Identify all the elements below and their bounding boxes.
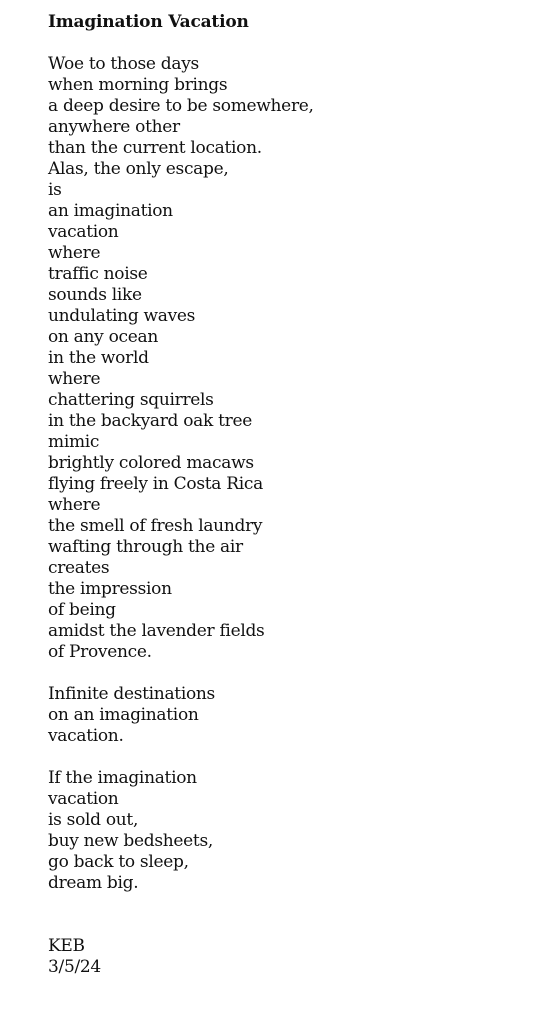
poem-line: If the imagination [48, 768, 197, 788]
poem-line: anywhere other [48, 117, 180, 137]
signature-block [48, 936, 538, 978]
poem-line: than the current location. [48, 138, 262, 158]
poem-line: buy new bedsheets, [48, 831, 213, 851]
poem-line: of Provence. [48, 642, 152, 662]
poem-line: vacation [48, 789, 119, 809]
poem-date: 3/5/24 [48, 957, 101, 977]
poem-line: Woe to those days [48, 54, 199, 74]
poem-line: sounds like [48, 285, 142, 305]
poem-line: Alas, the only escape, [48, 159, 229, 179]
poem-line: is sold out, [48, 810, 139, 830]
poem-line: mimic [48, 432, 100, 452]
poem-line: go back to sleep, [48, 852, 189, 872]
poem-line: a deep desire to be somewhere, [48, 96, 314, 116]
poem-line: traffic noise [48, 264, 148, 284]
poem-line: flying freely in Costa Rica [48, 474, 263, 494]
stanza-1 [48, 54, 538, 663]
poem-line: of being [48, 600, 116, 620]
poem-line: brightly colored macaws [48, 453, 254, 473]
poem-line: wafting through the air [48, 537, 243, 557]
poem-line: the smell of fresh laundry [48, 516, 263, 536]
poem-line: vacation. [48, 726, 124, 746]
poem-line: where [48, 369, 101, 389]
poem-line: on any ocean [48, 327, 158, 347]
poem-line: dream big. [48, 873, 139, 893]
poem-line: vacation [48, 222, 119, 242]
poem-line: where [48, 495, 101, 515]
stanza-3 [48, 768, 538, 894]
poem-line: in the world [48, 348, 149, 368]
poem-line: amidst the lavender fields [48, 621, 265, 641]
poem-line: Infinite destinations [48, 684, 215, 704]
poem-line: creates [48, 558, 110, 578]
poem-line: the impression [48, 579, 172, 599]
poem-line: undulating waves [48, 306, 196, 326]
poem-line: when morning brings [48, 75, 228, 95]
poem-title: Imagination Vacation [48, 12, 249, 32]
poem-document [48, 12, 538, 978]
author-initials: KEB [48, 936, 85, 956]
poem-line: chattering squirrels [48, 390, 214, 410]
poem-line: on an imagination [48, 705, 199, 725]
poem-line: is [48, 180, 62, 200]
stanza-2 [48, 684, 538, 747]
poem-line: in the backyard oak tree [48, 411, 252, 431]
poem-line: where [48, 243, 101, 263]
poem-line: an imagination [48, 201, 173, 221]
